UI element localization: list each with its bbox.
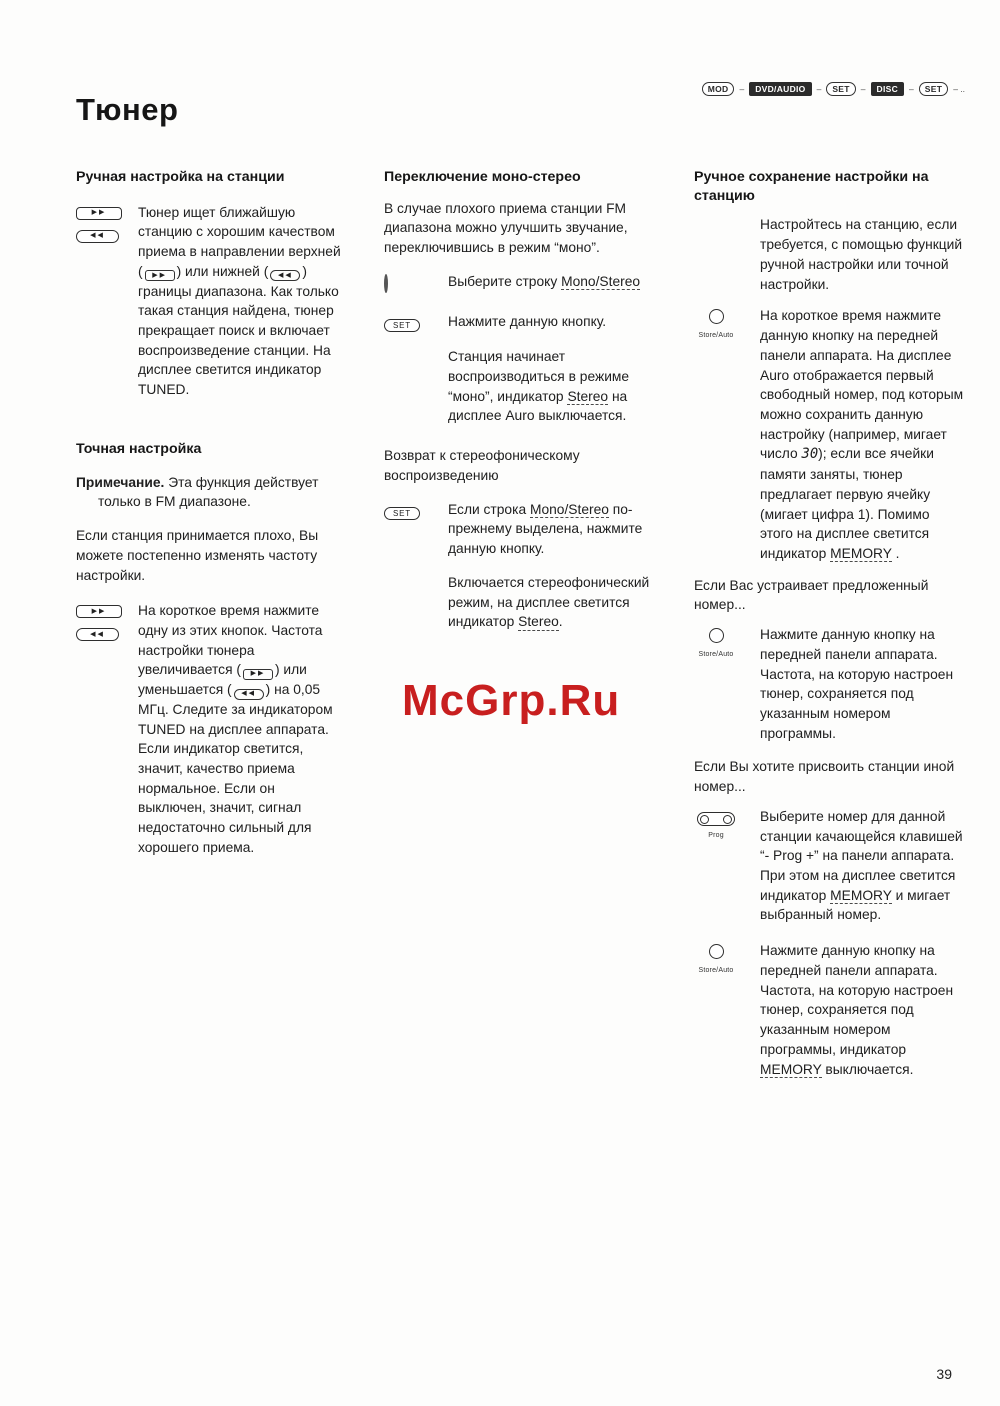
column-store-station	[694, 168, 966, 1079]
icon-stack	[694, 628, 738, 660]
prog-rocker-icon	[697, 812, 735, 826]
icon-stack	[694, 944, 738, 976]
store-auto-caption: Store/Auto	[698, 332, 734, 340]
remote-key-sequence	[702, 82, 965, 96]
heading-store-station: Ручное сохранение настройки на станцию	[694, 169, 929, 204]
text-part: Если строка	[448, 501, 530, 517]
step-text: Нажмите данную кнопку.	[448, 313, 607, 329]
icon-gutter	[694, 807, 760, 925]
text-part: по-прежнему выделена, нажмите данную кнопку.	[448, 501, 643, 557]
prog-caption: Prog	[708, 831, 724, 839]
return-lead-in: Возврат к стереофоническому воспроизведению	[384, 448, 580, 483]
text-part: Включается стереофонический режим, на дисплее светится индикатор	[448, 574, 650, 630]
icon-gutter	[384, 272, 448, 294]
step-store-final	[694, 941, 966, 1079]
step-seek-station	[76, 203, 344, 400]
text-part: Тюнер ищет ближайшую станцию с хорошим качеством приема в направлении верхней (	[138, 204, 341, 279]
heading-fine-tuning: Точная настройка	[76, 440, 202, 457]
text-part: ); если все ячейки памяти заняты, тюнер предлагает первую ячейку (мигает цифра 1). Помимо этого на дисплее светится индикатор	[760, 446, 934, 561]
memory-indicator-label: MEMORY	[830, 887, 892, 903]
step-text	[760, 306, 966, 563]
store-auto-caption: Store/Auto	[698, 966, 734, 974]
heading-manual-tuning: Ручная настройка на станции	[76, 169, 285, 185]
text-part: Станция начинает воспроизводиться в режиме “моно”, индикатор	[448, 349, 630, 404]
step-text	[138, 601, 344, 857]
text-part: ) или уменьшается (	[138, 662, 307, 698]
prog-plus-icon	[723, 815, 732, 824]
text-part: на дисплее Auro выключается.	[448, 388, 628, 424]
separator-tail: – ..	[953, 84, 965, 94]
separator: –	[860, 84, 866, 94]
step-fine-tune	[76, 601, 344, 857]
rewind-button-icon: ◀◀	[76, 230, 119, 243]
intro-paragraph: В случае плохого приема станции FM диапазона можно улучшить звучание, переключившись в режим “моно”.	[384, 200, 628, 256]
rewind-inline-icon: ◀◀	[270, 270, 300, 281]
icon-gutter	[384, 500, 448, 559]
step-press-set	[384, 312, 662, 334]
store-auto-button-icon	[709, 628, 724, 643]
set-button-icon: SET	[384, 319, 420, 332]
step-press-set-again	[384, 500, 662, 559]
set-key-icon-2: SET	[919, 82, 948, 96]
store-auto-caption: Store/Auto	[698, 650, 734, 658]
text-part: ) или нижней (	[176, 263, 269, 279]
menu-row-label: Mono/Stereo	[529, 501, 609, 517]
intro-paragraph: Если станция принимается плохо, Вы можете постепенно изменять частоту настройки.	[76, 528, 319, 583]
text-part: На короткое время нажмите данную кнопку на передней панели аппарата. На дисплее Auro отображается первый свободный номер, под которым можно сохранить данную настройку (например, мигает число	[760, 308, 964, 462]
condition-paragraph: Если Вы хотите присвоить станции иной номер...	[694, 759, 955, 795]
icon-gutter	[694, 306, 760, 563]
mod-key-icon: MOD	[702, 82, 735, 96]
text-part: Выберите номер для данной станции качающейся клавишей “- Prog +” на панели аппарата. При этом на дисплее светится индикатор	[760, 808, 963, 903]
icon-gutter	[694, 941, 760, 1079]
step-text	[448, 272, 662, 294]
watermark: McGrp.Ru	[402, 676, 621, 725]
column-manual-tuning	[76, 168, 344, 858]
set-key-icon: SET	[826, 82, 855, 96]
store-auto-button-icon	[709, 944, 724, 959]
rewind-inline-icon: ◀◀	[234, 689, 264, 700]
dvd-audio-key-icon: DVD/AUDIO	[749, 82, 811, 96]
page-title: Тюнер	[76, 92, 179, 127]
text-part: Нажмите данную кнопку на передней панели аппарата. Частота, на которую настроен тюнер, сохраняется под указанным номером программы, индикатор	[760, 943, 954, 1057]
step-select-row	[384, 272, 662, 294]
step-text	[138, 203, 344, 400]
step-choose-number	[694, 807, 966, 925]
note-label: Примечание.	[76, 474, 165, 490]
page-number: 39	[936, 1366, 952, 1382]
rewind-button-icon: ◀◀	[76, 628, 119, 641]
store-auto-button-icon	[709, 309, 724, 324]
step-text	[760, 807, 966, 925]
text-part: На короткое время нажмите одну из этих кнопок. Частота настройки тюнера увеличивается (	[138, 603, 323, 678]
result-paragraph	[448, 347, 662, 426]
note-paragraph	[76, 473, 344, 512]
text-part: ) границы диапазона. Как только такая станция найдена, тюнер прекращает поиск и включает воспроизведение станции. На дисплее светится индикатор TUNED.	[138, 263, 339, 398]
disc-key-icon: DISC	[871, 82, 905, 96]
text-part: .	[558, 614, 563, 630]
fast-forward-button-icon: ▶▶	[76, 605, 122, 618]
jog-dial-icon	[384, 274, 388, 293]
heading-mono-stereo: Переключение моно-стерео	[384, 169, 581, 185]
icon-gutter	[694, 625, 760, 743]
icon-gutter	[384, 312, 448, 334]
separator: –	[909, 84, 914, 94]
text-part: выключается.	[821, 1061, 914, 1077]
icon-stack	[694, 810, 738, 841]
text-part: ) на 0,05 МГц. Следите за индикатором TUNED на дисплее аппарата. Если индикатор светится, значит, качество приема нормальное. Если он выключен, значит, сигнал недостаточно сильный для хорошего приема.	[138, 682, 333, 855]
text-part: .	[891, 545, 900, 561]
note-text: Эта функция действует только в FM диапазоне.	[98, 474, 319, 510]
step-text	[760, 941, 966, 1079]
text-part: Выберите строку	[448, 273, 562, 289]
condition-paragraph: Если Вас устраивает предложенный номер...	[694, 577, 929, 613]
separator: –	[739, 84, 745, 94]
set-button-icon: SET	[384, 507, 420, 520]
result-paragraph	[448, 573, 662, 632]
memory-indicator-label: MEMORY	[760, 1061, 822, 1077]
separator: –	[816, 84, 822, 94]
column-mono-stereo	[384, 168, 662, 632]
stereo-indicator-label: Stereo	[567, 388, 609, 404]
intro-paragraph: Настройтесь на станцию, если требуется, с помощью функций ручной настройки или точной настройки.	[760, 217, 963, 292]
fast-forward-inline-icon: ▶▶	[243, 669, 273, 680]
step-text	[448, 500, 662, 559]
memory-indicator-label: MEMORY	[830, 545, 892, 561]
icon-gutter	[76, 203, 138, 400]
icon-gutter	[76, 601, 138, 857]
step-confirm-store	[694, 625, 966, 743]
icon-stack	[694, 309, 738, 341]
text-part: и мигает выбранный номер.	[760, 887, 951, 923]
display-number: 30	[801, 446, 819, 463]
menu-row-label: Mono/Stereo	[561, 273, 641, 289]
step-press-store	[694, 306, 966, 563]
fast-forward-inline-icon: ▶▶	[145, 270, 175, 281]
stereo-indicator-label: Stereo	[518, 614, 559, 630]
prog-minus-icon	[700, 815, 709, 824]
step-text: Нажмите данную кнопку на передней панели аппарата. Частота, на которую настроен тюнер, сохраняется под указанным номером программы.	[760, 627, 954, 741]
fast-forward-button-icon: ▶▶	[76, 207, 122, 220]
